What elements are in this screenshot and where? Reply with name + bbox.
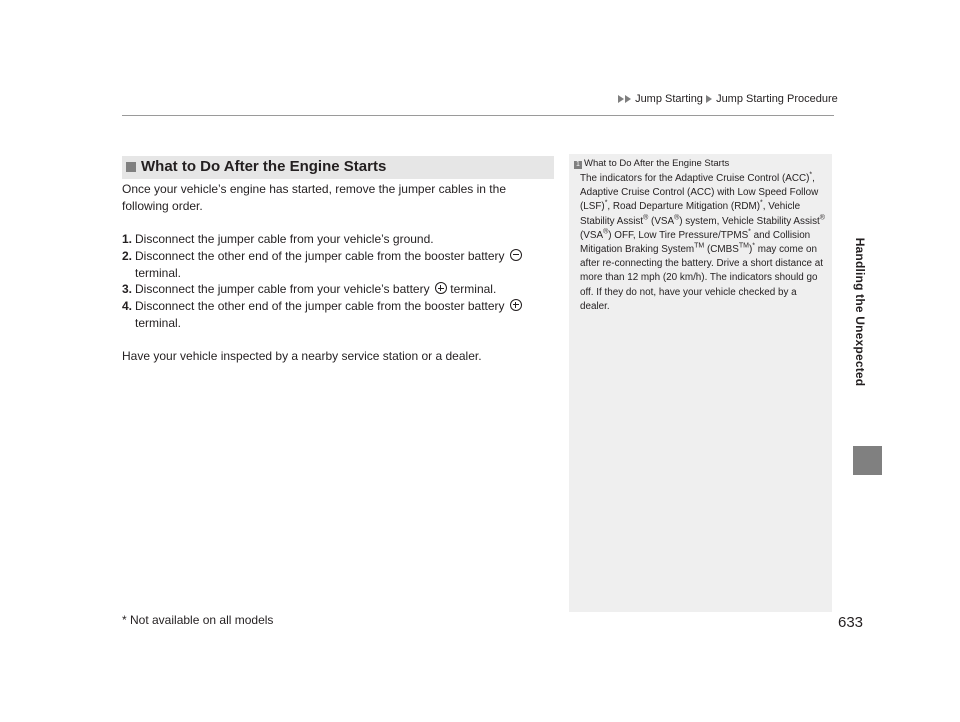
square-bullet-icon: [126, 162, 136, 172]
note-heading[interactable]: 1 What to Do After the Engine Starts: [574, 158, 729, 169]
negative-terminal-icon: [510, 249, 522, 261]
step-list: [122, 231, 554, 331]
chapter-tab-marker: [853, 446, 882, 475]
chevron-right-icon: [618, 95, 624, 103]
list-item: 4. Disconnect the other end of the jumper cable from the booster battery terminal.: [122, 298, 554, 331]
intro-text: Once your vehicle’s engine has started, remove the jumper cables in the following order.: [122, 182, 506, 213]
positive-terminal-icon: [510, 299, 522, 311]
note-marker-icon: 1: [574, 161, 582, 169]
positive-terminal-icon: [435, 282, 447, 294]
header-divider: [122, 115, 834, 116]
breadcrumb-item[interactable]: Jump Starting Procedure: [716, 93, 838, 105]
note-text: The indicators for the Adaptive Cruise Control (ACC)*, Adaptive Cruise Control (ACC) with Low Speed Follow (LSF)*, Road Departure Mitigation (RDM)*, Vehicle Stability Assist® (VSA®) system, Vehicle Stability Assist® (VSA®) OFF, Low Tire Pressure/TPMS* and Collision Mitigation Braking System™ (CMBS™)* may come on after re-connecting the battery. Drive a short distance at more than 12 mph (20 km/h). The indicators should go off. If they do not, have your vehicle checked by a dealer.: [580, 171, 825, 312]
closing-text: Have your vehicle inspected by a nearby service station or a dealer.: [122, 349, 482, 363]
breadcrumb: [618, 93, 838, 105]
chevron-right-icon: [706, 95, 712, 103]
chevron-right-icon: [625, 95, 631, 103]
breadcrumb-item[interactable]: Jump Starting: [635, 93, 703, 105]
procedure-body: [122, 181, 554, 365]
list-item: 2. Disconnect the other end of the jumper cable from the booster battery terminal.: [122, 248, 554, 281]
list-item: 3. Disconnect the jumper cable from your vehicle’s battery terminal.: [122, 282, 497, 297]
list-item: 1. Disconnect the jumper cable from your vehicle’s ground.: [122, 232, 434, 247]
chapter-tab-label: Handling the Unexpected: [853, 237, 867, 387]
chapter-tab[interactable]: [850, 176, 870, 448]
footnote: * Not available on all models: [122, 613, 274, 627]
page-number: 633: [838, 614, 864, 631]
section-title: What to Do After the Engine Starts: [141, 158, 387, 175]
